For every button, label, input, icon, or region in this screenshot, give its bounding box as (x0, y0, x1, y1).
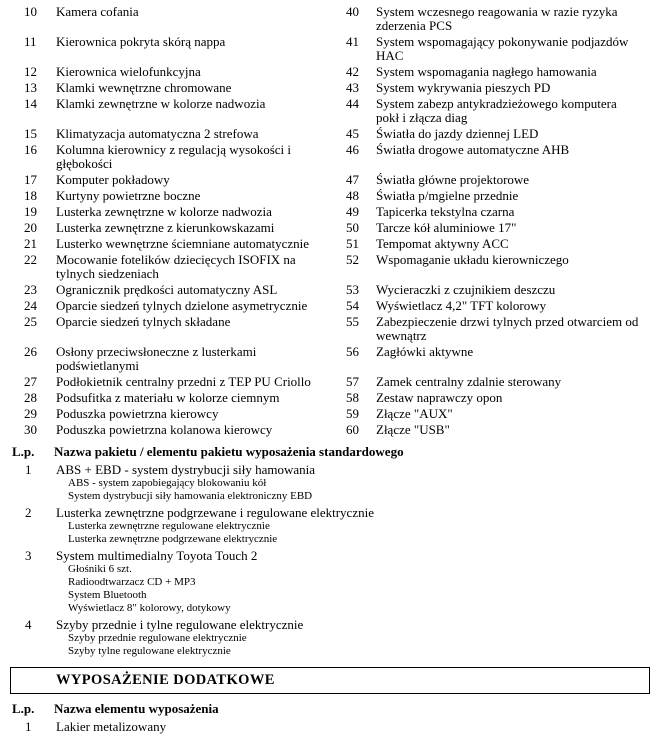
equipment-name-left: Poduszka powietrzna kolanowa kierowcy (56, 422, 273, 437)
package-item (10, 505, 642, 546)
equipment-name-right: Zestaw naprawczy opon (376, 390, 503, 405)
equipment-row (10, 375, 642, 389)
equipment-number-right: 49 (346, 204, 359, 219)
equipment-number-right: 53 (346, 282, 359, 297)
equipment-name-right: Światła do jazdy dziennej LED (376, 126, 539, 141)
equipment-number-left: 13 (24, 80, 37, 95)
package-sub-item: Lusterka zewnętrzne podgrzewane elektrycznie (68, 533, 278, 545)
equipment-number-right: 46 (346, 142, 359, 157)
package-sub-items (10, 520, 642, 546)
package-section-title: Nazwa pakietu / elementu pakietu wyposażenia standardowego (54, 444, 404, 459)
equipment-row (10, 205, 642, 219)
equipment-number-left: 16 (24, 142, 37, 157)
equipment-name-right: Zagłówki aktywne (376, 344, 474, 359)
equipment-number-left: 12 (24, 64, 37, 79)
equipment-number-right: 51 (346, 236, 359, 251)
equipment-name-right: Światła p/mgielne przednie (376, 188, 519, 203)
lp-column-header: L.p. (12, 444, 35, 459)
package-name: ABS + EBD - system dystrybucji siły hamowania (56, 462, 316, 477)
equipment-number-right: 60 (346, 422, 359, 437)
equipment-name-left: Ogranicznik prędkości automatyczny ASL (56, 282, 278, 297)
equipment-row (10, 407, 642, 421)
equipment-number-right: 56 (346, 344, 359, 359)
equipment-row (10, 97, 642, 125)
equipment-name-right: Wycieraczki z czujnikiem deszczu (376, 282, 556, 297)
equipment-number-left: 27 (24, 374, 37, 389)
equipment-number-right: 48 (346, 188, 359, 203)
equipment-name-left: Kierownica wielofunkcyjna (56, 64, 201, 79)
equipment-row (10, 173, 642, 187)
equipment-number-left: 29 (24, 406, 37, 421)
equipment-row (10, 81, 642, 95)
lp-column-header: L.p. (12, 701, 35, 716)
additional-equipment-header-box (10, 667, 650, 694)
equipment-row (10, 423, 642, 437)
package-sub-items (10, 632, 642, 658)
equipment-row (10, 5, 642, 33)
equipment-number-left: 11 (24, 34, 37, 49)
equipment-number-right: 59 (346, 406, 359, 421)
equipment-name-right: Wyświetlacz 4,2" TFT kolorowy (376, 298, 547, 313)
equipment-name-left: Oparcie siedzeń tylnych składane (56, 314, 231, 329)
equipment-number-left: 19 (24, 204, 37, 219)
equipment-name-left: Osłony przeciwsłoneczne z lusterkami podświetlanymi (56, 344, 257, 373)
equipment-row (10, 299, 642, 313)
equipment-name-left: Kamera cofania (56, 4, 139, 19)
equipment-number-left: 24 (24, 298, 37, 313)
equipment-row (10, 315, 642, 343)
package-number: 1 (25, 462, 32, 477)
equipment-name-right: Złącze "USB" (376, 422, 450, 437)
equipment-name-left: Podłokietnik centralny przedni z TEP PU Criollo (56, 374, 311, 389)
package-item-main (10, 548, 642, 563)
equipment-name-left: Podsufitka z materiału w kolorze ciemnym (56, 390, 280, 405)
package-sub-item: Szyby tylne regulowane elektrycznie (68, 645, 231, 657)
package-section-header (10, 444, 642, 459)
equipment-row (10, 237, 642, 251)
package-item-main (10, 617, 642, 632)
additional-section-title: WYPOSAŻENIE DODATKOWE (56, 672, 275, 688)
equipment-name-right: Światła główne projektorowe (376, 172, 530, 187)
equipment-number-right: 52 (346, 252, 359, 267)
package-sub-item: System dystrybucji siły hamowania elektroniczny EBD (68, 490, 313, 502)
equipment-number-left: 17 (24, 172, 37, 187)
equipment-row (10, 345, 642, 373)
equipment-name-left: Kurtyny powietrzne boczne (56, 188, 201, 203)
package-item-main (10, 505, 642, 520)
equipment-name-left: Kierownica pokryta skórą nappa (56, 34, 226, 49)
equipment-number-right: 41 (346, 34, 359, 49)
package-number: 4 (25, 617, 32, 632)
equipment-name-right: Tarcze kół aluminiowe 17" (376, 220, 517, 235)
package-list (10, 462, 642, 658)
equipment-number-left: 25 (24, 314, 37, 329)
equipment-number-left: 10 (24, 4, 37, 19)
equipment-name-right: Tempomat aktywny ACC (376, 236, 509, 251)
package-item (10, 548, 642, 615)
package-sub-item: System Bluetooth (68, 589, 147, 601)
package-sub-item: Radioodtwarzacz CD + MP3 (68, 576, 196, 588)
equipment-number-left: 14 (24, 96, 37, 111)
equipment-row (10, 35, 642, 63)
equipment-number-right: 54 (346, 298, 359, 313)
equipment-name-right: Złącze "AUX" (376, 406, 453, 421)
equipment-number-left: 30 (24, 422, 37, 437)
additional-section-header (10, 701, 642, 716)
equipment-name-right: System zabezp antykradzieżowego komputera pokł i złącza diag (376, 96, 617, 125)
equipment-name-right: System wczesnego reagowania w razie ryzyka zderzenia PCS (376, 4, 618, 33)
equipment-number-left: 21 (24, 236, 37, 251)
package-item (10, 462, 642, 503)
equipment-name-right: Zamek centralny zdalnie sterowany (376, 374, 562, 389)
equipment-name-right: Wspomaganie układu kierowniczego (376, 252, 569, 267)
package-sub-item: Szyby przednie regulowane elektrycznie (68, 632, 247, 644)
equipment-row (10, 221, 642, 235)
equipment-number-left: 18 (24, 188, 37, 203)
equipment-row (10, 391, 642, 405)
additional-equipment-row (10, 719, 642, 734)
package-name: Lusterka zewnętrzne podgrzewane i regulowane elektrycznie (56, 505, 374, 520)
package-item-main (10, 462, 642, 477)
additional-equipment-number: 1 (25, 719, 32, 734)
package-sub-item: Lusterka zewnętrzne regulowane elektrycznie (68, 520, 270, 532)
equipment-name-left: Poduszka powietrzna kierowcy (56, 406, 219, 421)
equipment-name-right: Światła drogowe automatyczne AHB (376, 142, 570, 157)
equipment-row (10, 253, 642, 281)
equipment-number-left: 15 (24, 126, 37, 141)
package-sub-item: Wyświetlacz 8" kolorowy, dotykowy (68, 602, 231, 614)
equipment-row (10, 189, 642, 203)
equipment-name-left: Mocowanie fotelików dziecięcych ISOFIX na tylnych siedzeniach (56, 252, 296, 281)
package-sub-item: Głośniki 6 szt. (68, 563, 132, 575)
equipment-number-left: 20 (24, 220, 37, 235)
equipment-name-right: Zabezpieczenie drzwi tylnych przed otwarciem od wewnątrz (376, 314, 639, 343)
equipment-name-left: Komputer pokładowy (56, 172, 170, 187)
equipment-name-right: System wspomagania nagłego hamowania (376, 64, 597, 79)
package-number: 3 (25, 548, 32, 563)
equipment-number-right: 42 (346, 64, 359, 79)
equipment-number-right: 57 (346, 374, 359, 389)
package-item (10, 617, 642, 658)
package-number: 2 (25, 505, 32, 520)
equipment-name-left: Lusterka zewnętrzne w kolorze nadwozia (56, 204, 272, 219)
additional-section-column-title: Nazwa elementu wyposażenia (54, 701, 219, 716)
equipment-name-left: Klimatyzacja automatyczna 2 strefowa (56, 126, 259, 141)
equipment-number-right: 45 (346, 126, 359, 141)
equipment-number-right: 50 (346, 220, 359, 235)
equipment-number-left: 22 (24, 252, 37, 267)
equipment-name-left: Oparcie siedzeń tylnych dzielone asymetrycznie (56, 298, 308, 313)
package-sub-item: ABS - system zapobiegający blokowaniu kół (68, 477, 267, 489)
equipment-number-right: 47 (346, 172, 359, 187)
equipment-name-left: Klamki zewnętrzne w kolorze nadwozia (56, 96, 266, 111)
package-sub-items (10, 477, 642, 503)
equipment-number-right: 58 (346, 390, 359, 405)
package-name: System multimedialny Toyota Touch 2 (56, 548, 258, 563)
equipment-number-left: 23 (24, 282, 37, 297)
equipment-number-left: 26 (24, 344, 37, 359)
equipment-name-right: System wspomagający pokonywanie podjazdów HAC (376, 34, 629, 63)
equipment-number-right: 55 (346, 314, 359, 329)
package-sub-items (10, 563, 642, 615)
equipment-number-right: 43 (346, 80, 359, 95)
equipment-number-left: 28 (24, 390, 37, 405)
equipment-number-right: 40 (346, 4, 359, 19)
equipment-name-left: Klamki wewnętrzne chromowane (56, 80, 232, 95)
standard-equipment-list (10, 5, 642, 437)
equipment-row (10, 127, 642, 141)
equipment-name-left: Kolumna kierownicy z regulacją wysokości i głębokości (56, 142, 292, 171)
equipment-name-right: System wykrywania pieszych PD (376, 80, 551, 95)
equipment-number-right: 44 (346, 96, 359, 111)
equipment-name-left: Lusterko wewnętrzne ściemniane automatycznie (56, 236, 310, 251)
equipment-name-right: Tapicerka tekstylna czarna (376, 204, 515, 219)
equipment-row (10, 283, 642, 297)
equipment-name-left: Lusterka zewnętrzne z kierunkowskazami (56, 220, 275, 235)
additional-equipment-list (10, 719, 642, 734)
additional-equipment-name: Lakier metalizowany (56, 719, 167, 734)
equipment-row (10, 65, 642, 79)
equipment-row (10, 143, 642, 171)
package-name: Szyby przednie i tylne regulowane elektrycznie (56, 617, 304, 632)
